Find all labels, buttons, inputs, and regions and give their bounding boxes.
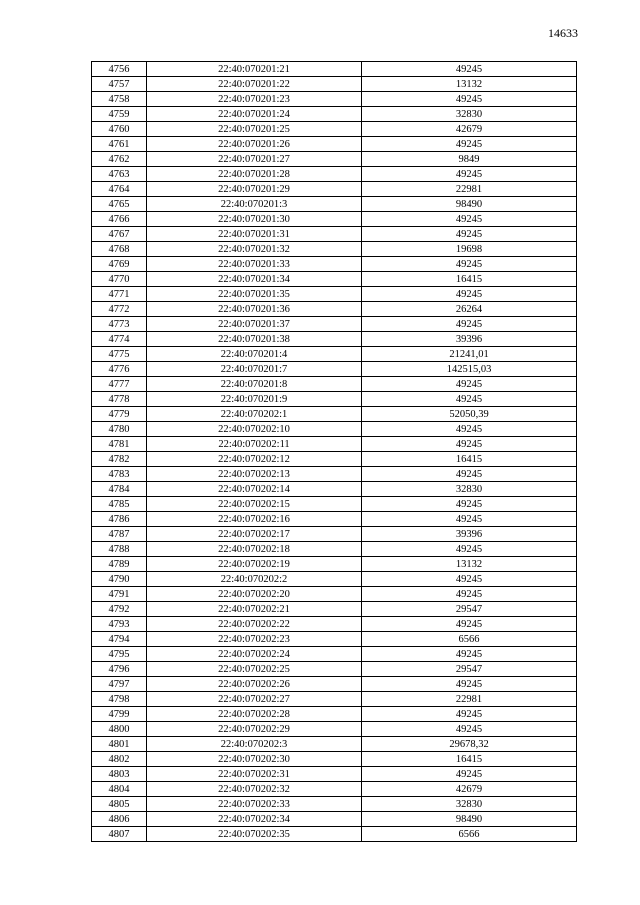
cadastral-number-cell: 22:40:070201:31 [147,227,362,242]
cadastral-number-cell: 22:40:070201:25 [147,122,362,137]
table-row [92,467,577,482]
table-row [92,737,577,752]
cadastral-number-cell: 22:40:070201:24 [147,107,362,122]
cadastral-number-cell: 22:40:070201:4 [147,347,362,362]
value-cell: 49245 [362,722,577,737]
value-cell: 98490 [362,197,577,212]
cadastral-number-cell: 22:40:070201:23 [147,92,362,107]
table-row [92,767,577,782]
value-cell: 42679 [362,782,577,797]
value-cell: 49245 [362,317,577,332]
row-number-cell: 4807 [92,827,147,842]
value-cell: 49245 [362,677,577,692]
cadastral-number-cell: 22:40:070201:32 [147,242,362,257]
row-number-cell: 4802 [92,752,147,767]
row-number-cell: 4786 [92,512,147,527]
value-cell: 16415 [362,452,577,467]
value-cell: 49245 [362,392,577,407]
cadastral-number-cell: 22:40:070201:28 [147,167,362,182]
row-number-cell: 4776 [92,362,147,377]
row-number-cell: 4773 [92,317,147,332]
table-row [92,557,577,572]
row-number-cell: 4806 [92,812,147,827]
cadastral-number-cell: 22:40:070201:35 [147,287,362,302]
table-row [92,257,577,272]
cadastral-number-cell: 22:40:070201:26 [147,137,362,152]
cadastral-number-cell: 22:40:070202:10 [147,422,362,437]
value-cell: 49245 [362,377,577,392]
table-row [92,62,577,77]
cadastral-number-cell: 22:40:070201:30 [147,212,362,227]
table-row [92,602,577,617]
table-row [92,782,577,797]
value-cell: 42679 [362,122,577,137]
cadastral-number-cell: 22:40:070202:12 [147,452,362,467]
value-cell: 49245 [362,437,577,452]
cadastral-number-cell: 22:40:070202:16 [147,512,362,527]
table-row [92,497,577,512]
row-number-cell: 4801 [92,737,147,752]
cadastral-number-cell: 22:40:070201:27 [147,152,362,167]
table-row [92,617,577,632]
table-row [92,437,577,452]
value-cell: 6566 [362,827,577,842]
value-cell: 49245 [362,212,577,227]
cadastral-number-cell: 22:40:070202:1 [147,407,362,422]
cadastral-number-cell: 22:40:070202:30 [147,752,362,767]
row-number-cell: 4775 [92,347,147,362]
value-cell: 9849 [362,152,577,167]
table-row [92,302,577,317]
cadastral-number-cell: 22:40:070202:28 [147,707,362,722]
row-number-cell: 4783 [92,467,147,482]
value-cell: 19698 [362,242,577,257]
value-cell: 98490 [362,812,577,827]
row-number-cell: 4770 [92,272,147,287]
value-cell: 49245 [362,167,577,182]
table-row [92,167,577,182]
cadastral-number-cell: 22:40:070201:38 [147,332,362,347]
value-cell: 13132 [362,77,577,92]
value-cell: 142515,03 [362,362,577,377]
cadastral-number-cell: 22:40:070202:35 [147,827,362,842]
cadastral-number-cell: 22:40:070202:3 [147,737,362,752]
table-row [92,347,577,362]
cadastral-number-cell: 22:40:070202:27 [147,692,362,707]
table-row [92,422,577,437]
table-row [92,662,577,677]
row-number-cell: 4800 [92,722,147,737]
row-number-cell: 4797 [92,677,147,692]
row-number-cell: 4761 [92,137,147,152]
value-cell: 39396 [362,332,577,347]
row-number-cell: 4782 [92,452,147,467]
table-row [92,182,577,197]
cadastral-number-cell: 22:40:070202:29 [147,722,362,737]
table-row [92,812,577,827]
row-number-cell: 4787 [92,527,147,542]
row-number-cell: 4769 [92,257,147,272]
cadastral-number-cell: 22:40:070202:26 [147,677,362,692]
table-row [92,692,577,707]
cadastral-number-cell: 22:40:070201:3 [147,197,362,212]
row-number-cell: 4805 [92,797,147,812]
table-row [92,332,577,347]
table-row [92,152,577,167]
table-row [92,587,577,602]
value-cell: 26264 [362,302,577,317]
value-cell: 49245 [362,512,577,527]
table-row [92,512,577,527]
row-number-cell: 4796 [92,662,147,677]
table-row [92,137,577,152]
table-row [92,797,577,812]
row-number-cell: 4766 [92,212,147,227]
table-row [92,452,577,467]
cadastral-number-cell: 22:40:070202:17 [147,527,362,542]
row-number-cell: 4788 [92,542,147,557]
cadastral-number-cell: 22:40:070202:11 [147,437,362,452]
value-cell: 49245 [362,422,577,437]
cadastral-number-cell: 22:40:070202:25 [147,662,362,677]
row-number-cell: 4756 [92,62,147,77]
row-number-cell: 4774 [92,332,147,347]
row-number-cell: 4771 [92,287,147,302]
table-row [92,707,577,722]
value-cell: 49245 [362,287,577,302]
row-number-cell: 4785 [92,497,147,512]
value-cell: 49245 [362,617,577,632]
row-number-cell: 4789 [92,557,147,572]
table-row [92,227,577,242]
row-number-cell: 4763 [92,167,147,182]
value-cell: 49245 [362,587,577,602]
value-cell: 49245 [362,92,577,107]
row-number-cell: 4758 [92,92,147,107]
value-cell: 29547 [362,662,577,677]
row-number-cell: 4793 [92,617,147,632]
table-row [92,542,577,557]
value-cell: 32830 [362,107,577,122]
cadastral-number-cell: 22:40:070202:23 [147,632,362,647]
value-cell: 49245 [362,137,577,152]
value-cell: 49245 [362,257,577,272]
value-cell: 13132 [362,557,577,572]
row-number-cell: 4790 [92,572,147,587]
cadastral-number-cell: 22:40:070202:13 [147,467,362,482]
value-cell: 22981 [362,182,577,197]
value-cell: 21241,01 [362,347,577,362]
cadastral-number-cell: 22:40:070201:34 [147,272,362,287]
table-row [92,92,577,107]
cadastral-number-cell: 22:40:070202:18 [147,542,362,557]
value-cell: 49245 [362,572,577,587]
value-cell: 32830 [362,482,577,497]
cadastral-number-cell: 22:40:070201:7 [147,362,362,377]
table-row [92,212,577,227]
cadastral-number-cell: 22:40:070201:8 [147,377,362,392]
value-cell: 16415 [362,752,577,767]
table-row [92,242,577,257]
value-cell: 49245 [362,542,577,557]
row-number-cell: 4757 [92,77,147,92]
table-row [92,392,577,407]
cadastral-number-cell: 22:40:070201:37 [147,317,362,332]
row-number-cell: 4779 [92,407,147,422]
row-number-cell: 4767 [92,227,147,242]
table-row [92,317,577,332]
value-cell: 49245 [362,62,577,77]
row-number-cell: 4760 [92,122,147,137]
cadastral-number-cell: 22:40:070202:2 [147,572,362,587]
cadastral-number-cell: 22:40:070202:22 [147,617,362,632]
table-row [92,197,577,212]
row-number-cell: 4798 [92,692,147,707]
cadastral-number-cell: 22:40:070202:21 [147,602,362,617]
cadastral-number-cell: 22:40:070201:22 [147,77,362,92]
value-cell: 49245 [362,497,577,512]
value-cell: 6566 [362,632,577,647]
value-cell: 49245 [362,767,577,782]
table-row [92,647,577,662]
cadastral-number-cell: 22:40:070202:32 [147,782,362,797]
row-number-cell: 4791 [92,587,147,602]
cadastral-number-cell: 22:40:070202:20 [147,587,362,602]
table-row [92,722,577,737]
row-number-cell: 4762 [92,152,147,167]
table-row [92,482,577,497]
value-cell: 49245 [362,227,577,242]
row-number-cell: 4778 [92,392,147,407]
cadastral-number-cell: 22:40:070201:29 [147,182,362,197]
table-row [92,77,577,92]
table-row [92,527,577,542]
value-cell: 49245 [362,467,577,482]
cadastral-number-cell: 22:40:070202:34 [147,812,362,827]
cadastral-number-cell: 22:40:070202:24 [147,647,362,662]
value-cell: 29678,32 [362,737,577,752]
row-number-cell: 4764 [92,182,147,197]
cadastral-number-cell: 22:40:070201:33 [147,257,362,272]
value-cell: 49245 [362,707,577,722]
table-row [92,287,577,302]
table-row [92,827,577,842]
registry-table [91,61,577,842]
page-number: 14633 [548,26,578,40]
value-cell: 52050,39 [362,407,577,422]
table-row [92,272,577,287]
value-cell: 39396 [362,527,577,542]
row-number-cell: 4803 [92,767,147,782]
cadastral-number-cell: 22:40:070202:14 [147,482,362,497]
table-row [92,752,577,767]
row-number-cell: 4768 [92,242,147,257]
value-cell: 29547 [362,602,577,617]
row-number-cell: 4804 [92,782,147,797]
table-row [92,107,577,122]
row-number-cell: 4799 [92,707,147,722]
row-number-cell: 4759 [92,107,147,122]
table-row [92,362,577,377]
row-number-cell: 4781 [92,437,147,452]
registry-table-body [92,62,577,842]
row-number-cell: 4792 [92,602,147,617]
cadastral-number-cell: 22:40:070202:19 [147,557,362,572]
row-number-cell: 4780 [92,422,147,437]
table-row [92,677,577,692]
row-number-cell: 4772 [92,302,147,317]
value-cell: 22981 [362,692,577,707]
table-row [92,632,577,647]
cadastral-number-cell: 22:40:070201:9 [147,392,362,407]
cadastral-number-cell: 22:40:070202:33 [147,797,362,812]
value-cell: 16415 [362,272,577,287]
value-cell: 49245 [362,647,577,662]
table-row [92,377,577,392]
value-cell: 32830 [362,797,577,812]
cadastral-number-cell: 22:40:070201:36 [147,302,362,317]
cadastral-number-cell: 22:40:070202:15 [147,497,362,512]
row-number-cell: 4784 [92,482,147,497]
row-number-cell: 4795 [92,647,147,662]
table-row [92,407,577,422]
cadastral-number-cell: 22:40:070201:21 [147,62,362,77]
row-number-cell: 4765 [92,197,147,212]
table-row [92,122,577,137]
cadastral-number-cell: 22:40:070202:31 [147,767,362,782]
table-row [92,572,577,587]
row-number-cell: 4794 [92,632,147,647]
row-number-cell: 4777 [92,377,147,392]
